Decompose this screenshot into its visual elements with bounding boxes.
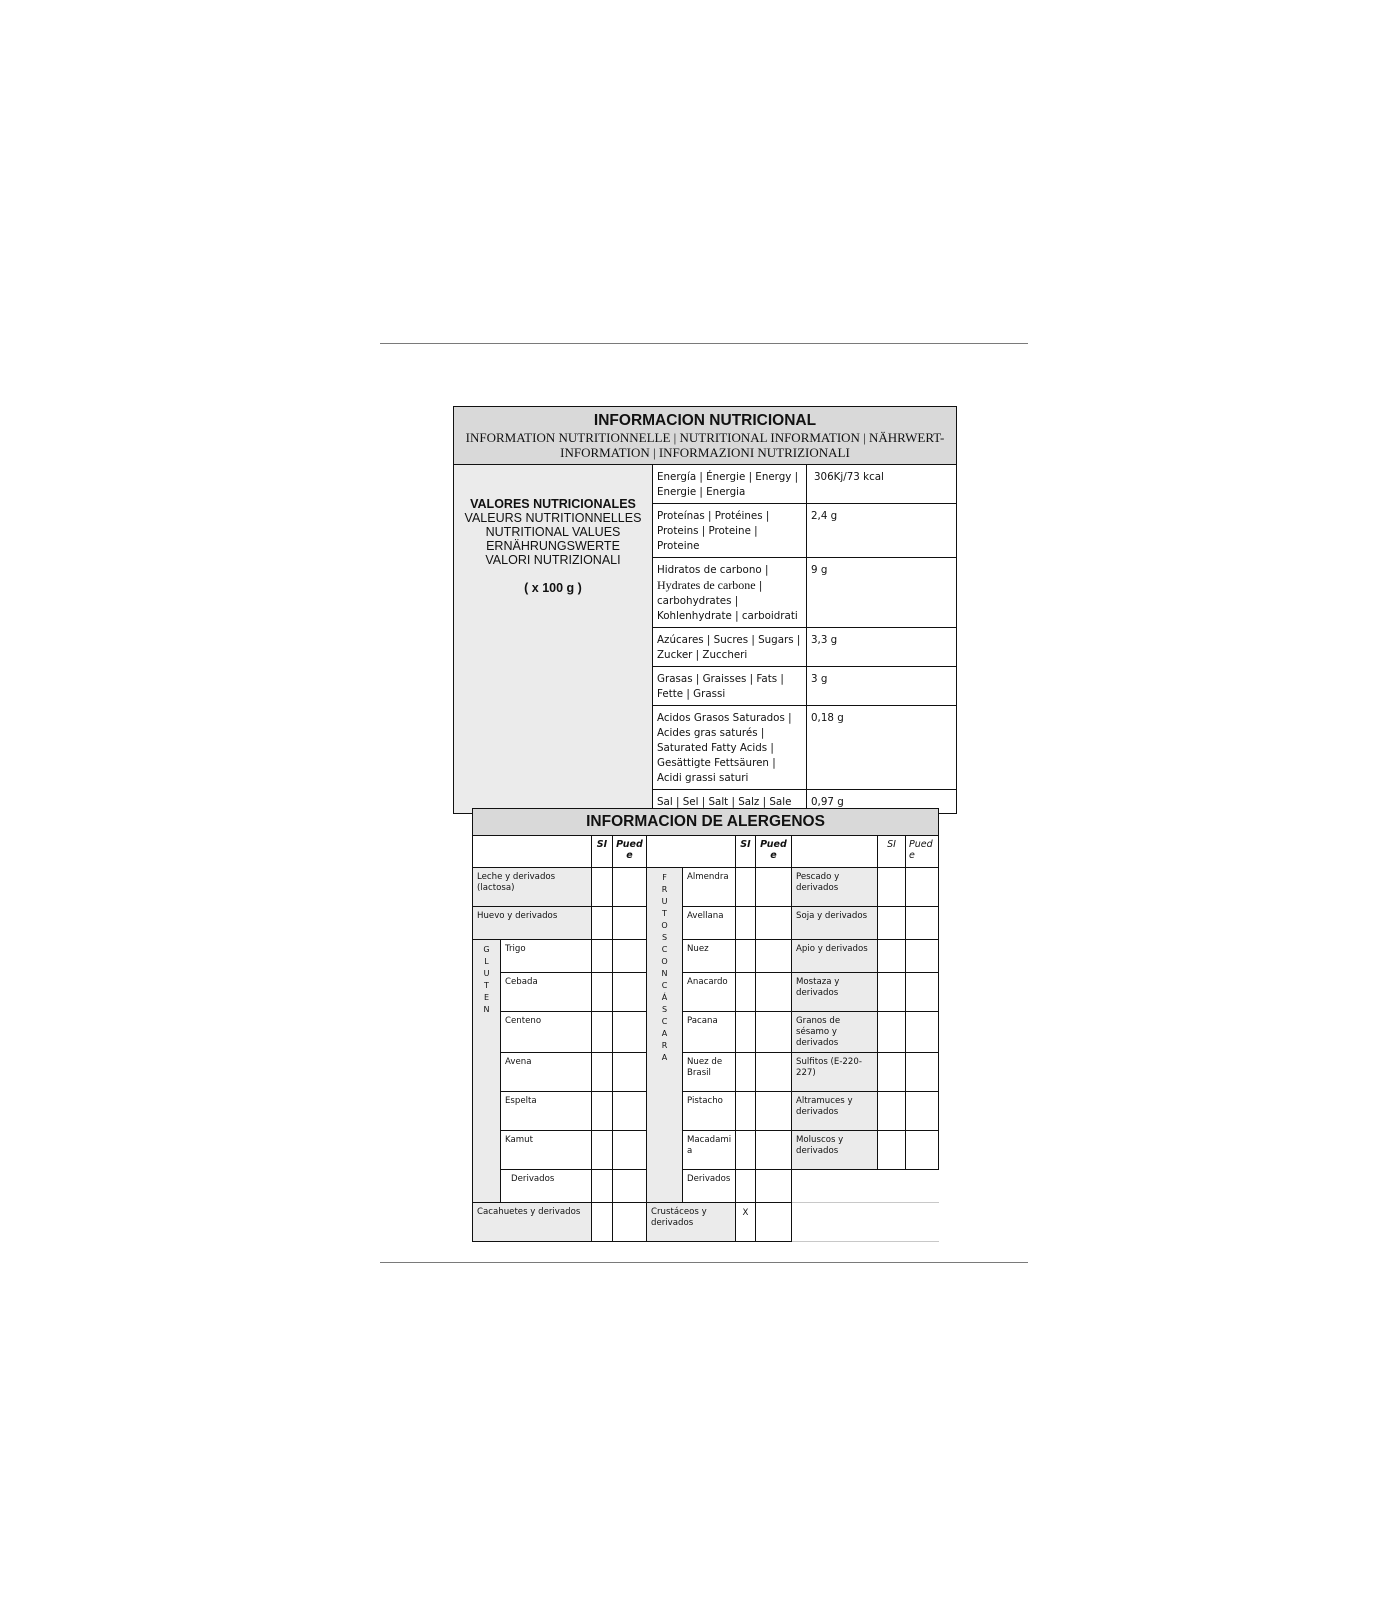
blank-cell-bottom	[792, 1203, 939, 1242]
cebada-si	[592, 973, 613, 1012]
apio-si	[878, 940, 906, 973]
fats-label: Grasas | Graisses | Fats | Fette | Grassi	[653, 667, 807, 706]
pistacho-puede	[756, 1092, 792, 1131]
sulfitos-puede	[906, 1053, 939, 1092]
allergen-huevo: Huevo y derivados	[473, 907, 592, 940]
allergen-kamut: Kamut	[501, 1131, 592, 1170]
trigo-si	[592, 940, 613, 973]
allergen-title: INFORMACION DE ALERGENOS	[473, 809, 939, 836]
avena-puede	[613, 1053, 647, 1092]
col1-puede-header: Pued e	[613, 836, 647, 868]
values-label-en: NUTRITIONAL VALUES	[485, 525, 621, 539]
allergen-cebada: Cebada	[501, 973, 592, 1012]
salt-value: 0,97 g	[807, 790, 957, 814]
allergen-soja: Soja y derivados	[792, 907, 878, 940]
espelta-puede	[613, 1092, 647, 1131]
sugars-label: Azúcares | Sucres | Sugars | Zucker | Zuccheri	[653, 628, 807, 667]
allergen-table	[472, 808, 939, 1242]
allergen-espelta: Espelta	[501, 1092, 592, 1131]
allergen-moluscos: Moluscos y derivados	[792, 1131, 878, 1170]
allergen-macadamia: Macadami a	[683, 1131, 736, 1170]
gluten-label: G L U T E N	[473, 940, 501, 1203]
almendra-si	[736, 868, 756, 907]
allergen-pacana: Pacana	[683, 1012, 736, 1053]
allergen-almendra: Almendra	[683, 868, 736, 907]
allergen-centeno: Centeno	[501, 1012, 592, 1053]
carbs-label-fr: Hydrates de carbone	[657, 578, 756, 592]
avellana-puede	[756, 907, 792, 940]
carbs-value: 9 g	[807, 558, 957, 628]
col2-si-header: SI	[736, 836, 756, 868]
apio-puede	[906, 940, 939, 973]
allergen-leche: Leche y derivados (lactosa)	[473, 868, 592, 907]
moluscos-si	[878, 1131, 906, 1170]
bottom-rule	[380, 1262, 1028, 1263]
allergen-anacardo: Anacardo	[683, 973, 736, 1012]
allergen-crustaceos: Crustáceos y derivados	[647, 1203, 736, 1242]
mostaza-si	[878, 973, 906, 1012]
protein-label: Proteínas | Protéines | Proteins | Proteine | Proteine	[653, 504, 807, 558]
nutrition-table	[453, 406, 957, 814]
nutrition-title: INFORMACION NUTRICIONAL	[593, 412, 817, 429]
anacardo-puede	[756, 973, 792, 1012]
leche-si	[592, 868, 613, 907]
almendra-puede	[756, 868, 792, 907]
moluscos-puede	[906, 1131, 939, 1170]
header-blank-3	[792, 836, 878, 868]
huevo-puede	[613, 907, 647, 940]
col3-puede-header: Pued e	[906, 836, 939, 868]
mostaza-puede	[906, 973, 939, 1012]
frutos-derivados-si	[736, 1170, 756, 1203]
nuez-brasil-si	[736, 1053, 756, 1092]
allergen-frutos-derivados: Derivados	[683, 1170, 736, 1203]
cacahuetes-si	[592, 1203, 613, 1242]
allergen-gluten-derivados: Derivados	[501, 1170, 592, 1203]
cacahuetes-puede	[613, 1203, 647, 1242]
soja-si	[878, 907, 906, 940]
altramuces-si	[878, 1092, 906, 1131]
avellana-si	[736, 907, 756, 940]
frutos-cascara-label: F R U T O S C O N C Á S C A R A	[647, 868, 683, 1203]
nuez-si	[736, 940, 756, 973]
nutrition-subtitle: INFORMATION NUTRITIONNELLE | NUTRITIONAL INFORMATION | NÄHRWERT-INFORMATION | INFORMAZIONI NUTRIZIONALI	[465, 430, 945, 460]
values-label-de: ERNÄHRUNGSWERTE	[486, 539, 620, 553]
sesamo-puede	[906, 1012, 939, 1053]
crustaceos-puede	[756, 1203, 792, 1242]
allergen-sulfitos: Sulfitos (E-220-227)	[792, 1053, 878, 1092]
avena-si	[592, 1053, 613, 1092]
saturated-value: 0,18 g	[807, 706, 957, 790]
col3-si-header: SI	[878, 836, 906, 868]
blank-cell	[792, 1170, 939, 1203]
macadamia-puede	[756, 1131, 792, 1170]
allergen-sesamo: Granos de sésamo y derivados	[792, 1012, 878, 1053]
allergen-apio: Apio y derivados	[792, 940, 878, 973]
nuez-brasil-puede	[756, 1053, 792, 1092]
col2-puede-header: Pued e	[756, 836, 792, 868]
top-rule	[380, 343, 1028, 344]
altramuces-puede	[906, 1092, 939, 1131]
leche-puede	[613, 868, 647, 907]
allergen-nuez: Nuez	[683, 940, 736, 973]
saturated-label: Acidos Grasos Saturados | Acides gras saturés | Saturated Fatty Acids | Gesättigte Fettsäuren | Acidi grassi saturi	[653, 706, 807, 790]
per-100g: ( x 100 g )	[524, 581, 582, 595]
energy-value: 306Kj/73 kcal	[807, 465, 957, 504]
huevo-si	[592, 907, 613, 940]
pacana-si	[736, 1012, 756, 1053]
nutrition-header	[454, 407, 957, 465]
nuez-puede	[756, 940, 792, 973]
nutrition-values-label	[454, 465, 653, 814]
macadamia-si	[736, 1131, 756, 1170]
soja-puede	[906, 907, 939, 940]
kamut-si	[592, 1131, 613, 1170]
protein-value: 2,4 g	[807, 504, 957, 558]
header-blank-1	[473, 836, 592, 868]
gluten-derivados-si	[592, 1170, 613, 1203]
centeno-si	[592, 1012, 613, 1053]
gluten-derivados-puede	[613, 1170, 647, 1203]
allergen-pistacho: Pistacho	[683, 1092, 736, 1131]
carbs-label-es: Hidratos de carbono |	[657, 564, 769, 576]
allergen-mostaza: Mostaza y derivados	[792, 973, 878, 1012]
allergen-trigo: Trigo	[501, 940, 592, 973]
pistacho-si	[736, 1092, 756, 1131]
header-blank-2	[647, 836, 736, 868]
kamut-puede	[613, 1131, 647, 1170]
centeno-puede	[613, 1012, 647, 1053]
carbs-label-rest: | carbohydrates | Kohlenhydrate | carboidrati	[657, 580, 798, 622]
values-label-it: VALORI NUTRIZIONALI	[485, 553, 621, 567]
cebada-puede	[613, 973, 647, 1012]
fats-value: 3 g	[807, 667, 957, 706]
values-label-fr: VALEURS NUTRITIONNELLES	[464, 511, 642, 525]
energy-label: Energía | Énergie | Energy | Energie | Energia	[653, 465, 807, 504]
sugars-value: 3,3 g	[807, 628, 957, 667]
trigo-puede	[613, 940, 647, 973]
values-label-es: VALORES NUTRICIONALES	[470, 497, 636, 511]
espelta-si	[592, 1092, 613, 1131]
pescado-puede	[906, 868, 939, 907]
anacardo-si	[736, 973, 756, 1012]
allergen-pescado: Pescado y derivados	[792, 868, 878, 907]
allergen-nuez-brasil: Nuez de Brasil	[683, 1053, 736, 1092]
pacana-puede	[756, 1012, 792, 1053]
sesamo-si	[878, 1012, 906, 1053]
allergen-avena: Avena	[501, 1053, 592, 1092]
allergen-altramuces: Altramuces y derivados	[792, 1092, 878, 1131]
carbs-label	[653, 558, 807, 628]
pescado-si	[878, 868, 906, 907]
allergen-avellana: Avellana	[683, 907, 736, 940]
allergen-cacahuetes: Cacahuetes y derivados	[473, 1203, 592, 1242]
salt-label: Sal | Sel | Salt | Salz | Sale	[653, 790, 807, 814]
sulfitos-si	[878, 1053, 906, 1092]
col1-si-header: SI	[592, 836, 613, 868]
crustaceos-si: X	[736, 1203, 756, 1242]
frutos-derivados-puede	[756, 1170, 792, 1203]
